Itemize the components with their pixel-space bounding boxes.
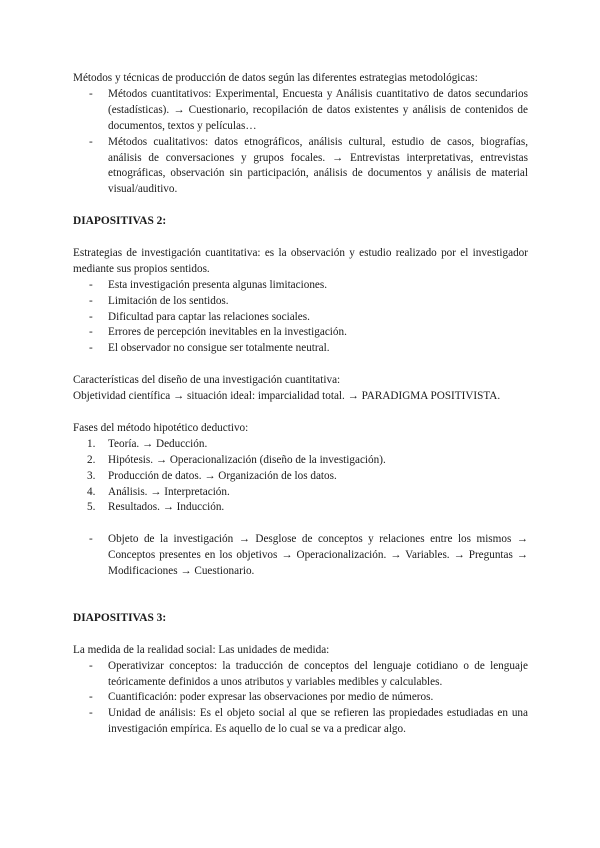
design-heading: Características del diseño de una investigación cuantitativa: [73,374,341,387]
bullet-dash: - [89,707,93,720]
intro-bullet-list [73,87,528,198]
section-3-title: DIAPOSITIVAS 3: [73,611,167,624]
list-item [73,310,528,326]
section-2-title: DIAPOSITIVAS 2: [73,215,167,228]
list-item-text: Errores de percepción inevitables en la investigación. [108,326,347,339]
list-item [73,278,528,294]
list-item [73,690,528,706]
design-text: Objetividad científica → situación ideal: imparcialidad total. → PARADIGMA POSITIVISTA. [73,390,501,403]
phases-list [73,437,528,517]
bullet-dash: - [89,342,93,355]
bullet-dash: - [89,310,93,323]
list-item-text: Unidad de análisis: Es el objeto social al que se refieren las propiedades estudiadas en una investigación empírica. Es aquello de lo cual se va a predicar algo. [108,707,528,736]
list-item [73,659,528,691]
list-item-text: Resultados. → Inducción. [108,501,225,514]
list-item: 4. Análisis. → Interpretación. [87,485,230,498]
bullet-dash: - [89,326,93,339]
list-item-text: Objeto de la investigación → Desglose de conceptos y relaciones entre los mismos → Conceptos presentes en los objetivos → Operacionalización. → Variables. → Preguntas → Modificaciones → Cuestionario. [108,533,528,578]
list-item [73,325,528,341]
measure-bullet-list [73,659,528,739]
list-item-text: Operativizar conceptos: la traducción de conceptos del lenguaje cotidiano o de lenguaje teóricamente definidos a unos atributos y variables medibles y calculables. [108,659,528,688]
list-item: 1. Teoría. → Deducción. [87,437,208,450]
list-item: 2. Hipótesis. → Operacionalización (diseño de la investigación). [87,453,386,466]
bullet-dash: - [89,294,93,307]
list-item-text: Análisis. → Interpretación. [108,485,230,498]
list-item [73,135,528,199]
list-item-text: Esta investigación presenta algunas limitaciones. [108,278,328,291]
bullet-dash: - [89,691,93,704]
list-item-text: Hipótesis. → Operacionalización (diseño de la investigación). [108,453,386,466]
phases-heading: Fases del método hipotético deductivo: [73,421,249,434]
list-item-text: Limitación de los sentidos. [108,294,229,307]
list-item-text: El observador no consigue ser totalmente neutral. [108,342,330,355]
list-item-text: Teoría. → Deducción. [108,437,208,450]
list-item-text: Métodos cuantitativos: Experimental, Encuesta y Análisis cuantitativo de datos secundarios (estadísticas). → Cuestionario, recopilación de datos existentes y análisis de contenidos de documentos, textos y películas… [108,87,528,132]
object-bullet-list [73,532,528,580]
bullet-dash: - [89,278,93,291]
bullet-dash: - [89,87,93,100]
bullet-dash: - [89,533,93,546]
list-item-text: Dificultad para captar las relaciones sociales. [108,310,310,323]
list-item-text: Producción de datos. → Organización de los datos. [108,469,337,482]
list-item: 5. Resultados. → Inducción. [87,501,225,514]
list-item [73,341,528,357]
bullet-dash: - [89,135,93,148]
list-item [73,87,528,135]
section-2-definition: Estrategias de investigación cuantitativa: es la observación y estudio realizado por el investigador mediante sus propios sentidos. [73,246,528,275]
list-item [73,532,528,580]
list-item [73,294,528,310]
bullet-dash: - [89,659,93,672]
section-3-heading: La medida de la realidad social: Las unidades de medida: [73,643,330,656]
limitations-list [73,278,528,358]
intro-heading: Métodos y técnicas de producción de datos según las diferentes estrategias metodológicas: [73,72,478,84]
list-item: 3. Producción de datos. → Organización de los datos. [87,469,337,482]
list-item [73,706,528,738]
list-item-text: Métodos cualitativos: datos etnográficos, análisis cultural, estudio de casos, biografías, análisis de conversaciones y grupos focales. → Entrevistas interpretativas, entrevistas etnográficas, observación sin participación, análisis de documentos y análisis de material visual/auditivo. [108,135,528,196]
list-item-text: Cuantificación: poder expresar las observaciones por medio de números. [108,691,434,704]
